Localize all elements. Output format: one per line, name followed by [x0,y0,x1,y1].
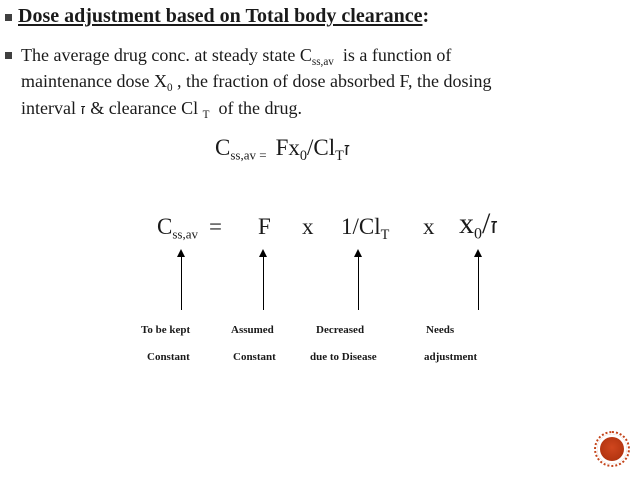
tau-symbol: ז [343,139,351,160]
equation-2-times-1: x [302,214,314,239]
annotation-4-line-1: Needs [426,324,455,336]
equation-1: $C_{ss,av =}$ $Fx_0/Cl_Tז$ [215,135,351,164]
paragraph-line-3: interval ז & clearance Cl $_T$ of the drug. [21,98,302,121]
annotation-3-line-1: Decreased [316,324,365,336]
annotation-2-line-1: Assumed [231,324,274,336]
annotation-4-line-2: adjustment [424,351,478,363]
equation-2-dose-over-tau: $x_0/ז$ [459,207,498,243]
paragraph-bullet [5,52,12,59]
annotation-2-line-2: Constant [233,351,276,363]
equation-2-f: F [258,214,271,239]
heading-bullet [5,14,12,21]
equation-2-clearance: $1/Cl_T$ [341,214,390,243]
equation-2-c: $C_{ss,av}$ [157,214,198,242]
slide-number-badge [597,434,627,464]
paragraph-line-2: maintenance dose $X_0$ , the fraction of dose absorbed F, the dosing [21,71,492,94]
equation-2-equals: = [209,214,222,239]
paragraph-line-1: The average drug conc. at steady state $C_{ss,av}$ is a function of [21,45,452,68]
tau-symbol: ז [80,100,86,118]
slide-heading [18,5,429,28]
tau-symbol: ז [490,214,498,239]
equation-2-times-2: x [423,214,435,239]
heading-colon: : [422,5,430,27]
annotation-3-line-2: due to Disease [310,351,377,363]
annotation-1-line-1: To be kept [141,324,191,336]
heading-title: Dose adjustment based on Total body clearance [18,5,423,27]
annotation-1-line-2: Constant [147,351,190,363]
